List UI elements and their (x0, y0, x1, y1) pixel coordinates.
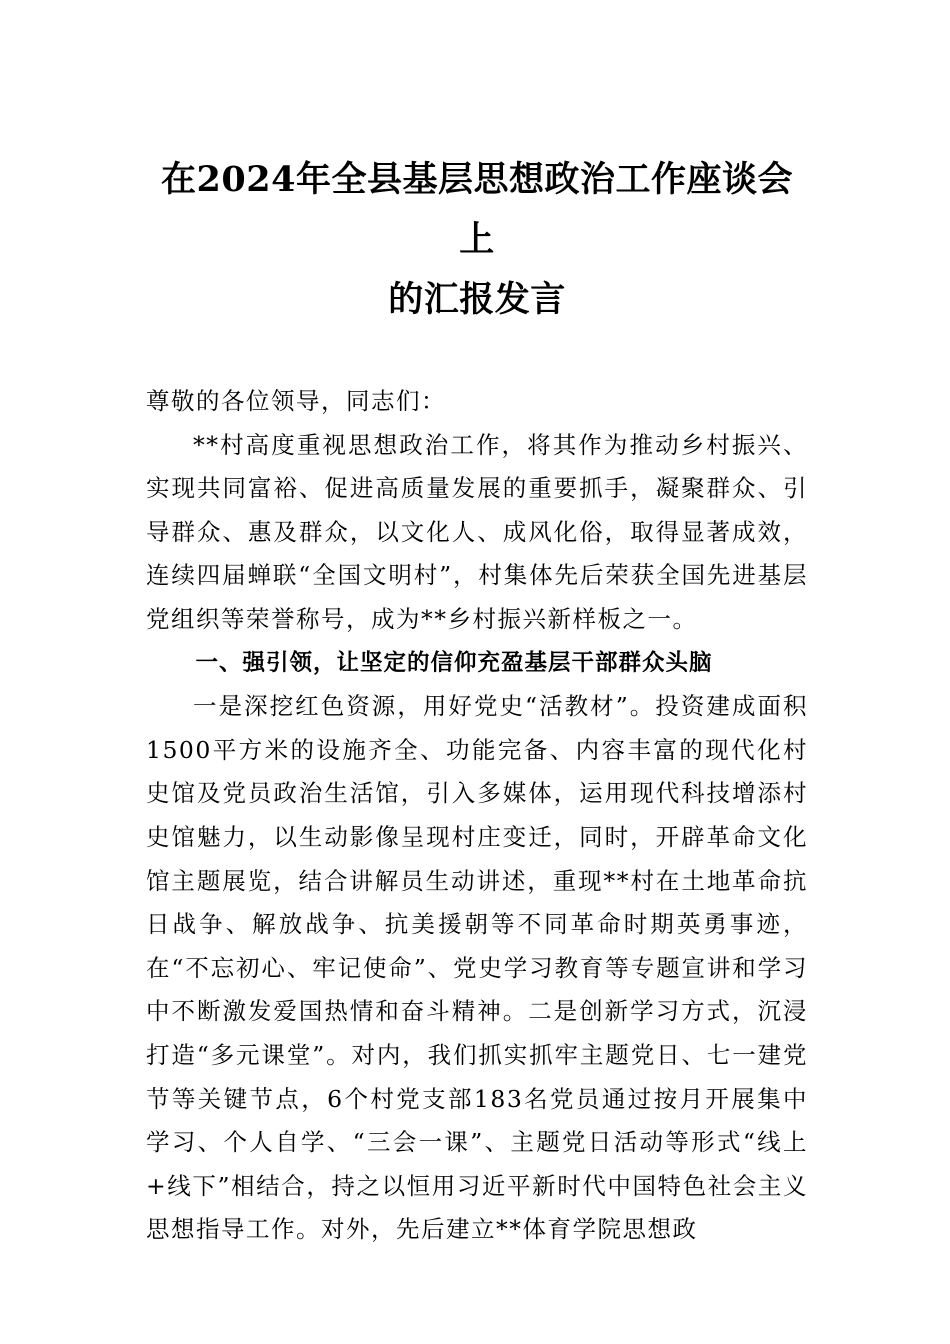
salutation: 尊敬的各位领导，同志们： (146, 387, 446, 415)
intro-paragraph: **村高度重视思想政治工作，将其作为推动乡村振兴、实现共同富裕、促进高质量发展的重要抓手，凝聚群众、引导群众、惠及群众，以文化人、成风化俗，取得显著成效，连续四届蝉联“全国文明村”，村集体先后荣获全国先进基层党组织等荣誉称号，成为**乡村振兴新样板之一。 (146, 430, 808, 633)
title-line-1: 在2024年全县基层思想政治工作座谈会上 (161, 159, 793, 260)
section-1-heading: 一、强引领，让坚定的信仰充盈基层干部群众头脑 (195, 649, 713, 676)
document-page (146, 150, 808, 1252)
section-1-paragraph: 一是深挖红色资源，用好党史“活教材”。投资建成面积1500平方米的设施齐全、功能完备、内容丰富的现代化村史馆及党员政治生活馆，引入多媒体，运用现代科技增添村史馆魅力，以生动影像呈现村庄变迁，同时，开辟革命文化馆主题展览，结合讲解员生动讲述，重现**村在土地革命抗日战争、解放战争、抗美援朝等不同革命时期英勇事迹，在“不忘初心、牢记使命”、党史学习教育等专题宣讲和学习中不断激发爱国热情和奋斗精神。二是创新学习方式，沉浸打造“多元课堂”。对内，我们抓实抓牢主题党日、七一建党节等关键节点，6个村党支部183名党员通过按月开展集中学习、个人自学、“三会一课”、主题党日活动等形式“线上+线下”相结合，持之以恒用习近平新时代中国特色社会主义思想指导工作。对外，先后建立**体育学院思想政 (146, 692, 808, 1244)
title-line-2: 的汇报发言 (388, 279, 566, 320)
document-title (146, 150, 808, 330)
